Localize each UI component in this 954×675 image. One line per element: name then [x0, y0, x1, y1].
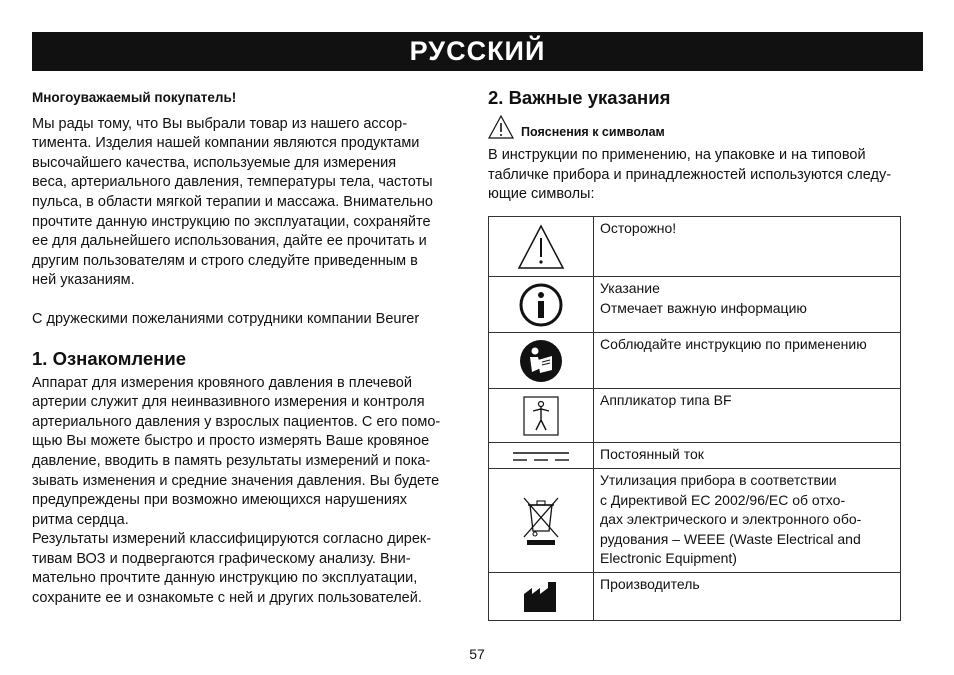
- text-line: ритма сердца.: [32, 511, 129, 528]
- symbols-intro: [488, 146, 908, 205]
- warning-small-icon: [488, 114, 514, 140]
- text-line: тимента. Изделия нашей компании являются продуктами: [32, 135, 420, 152]
- text-line: щью Вы можете быстро и просто измерять Ваше кровяное: [32, 433, 430, 450]
- text-line: Electronic Equipment): [600, 550, 737, 567]
- table-row: [489, 573, 901, 621]
- text-line: веса, артериального давления, температуры тела, частоты: [32, 174, 433, 191]
- manufacturer-icon: [522, 580, 560, 614]
- symbol-description: [594, 573, 901, 621]
- symbol-icon-cell: [489, 333, 594, 389]
- text-line: Указание: [600, 280, 660, 296]
- table-row: [489, 333, 901, 389]
- symbol-description: [594, 443, 901, 469]
- text-line: артериального давления у взрослых пациентов. С его помо-: [32, 413, 441, 430]
- symbol-description: [594, 277, 901, 333]
- section-1-paragraph: [32, 374, 472, 531]
- greeting: Многоуважаемый покупатель!: [32, 90, 237, 105]
- text-line: тивам ВОЗ и подвергаются графическому анализу. Вни-: [32, 550, 411, 567]
- text-line: Осторожно!: [600, 220, 677, 236]
- text-line: дах электрического и электронного обо-: [600, 511, 862, 528]
- text-line: другим пользователям и строго следуйте приведенным в: [32, 252, 418, 269]
- symbol-description: [594, 217, 901, 277]
- table-row: [489, 217, 901, 277]
- symbol-description: [594, 333, 901, 389]
- text-line: предупреждены при возможно имеющихся нарушениях: [32, 492, 408, 509]
- table-row: [489, 469, 901, 573]
- read-manual-icon: [518, 338, 564, 384]
- info-icon: [518, 282, 564, 328]
- symbol-icon-cell: [489, 469, 594, 573]
- weee-bin-icon: [521, 495, 561, 547]
- direct-current-icon: [511, 450, 571, 462]
- text-line: артерии служит для неинвазивного измерения и контроля: [32, 394, 425, 411]
- text-line: Утилизация прибора в соответствии: [600, 472, 837, 488]
- intro-paragraph: [32, 115, 472, 291]
- text-line: мательно прочтите данную инструкцию по эксплуатации,: [32, 570, 418, 587]
- symbols-heading: Пояснения к символам: [521, 125, 665, 139]
- text-line: высочайшего качества, используемые для измерения: [32, 154, 397, 171]
- text-line: Результаты измерений классифицируются согласно дирек-: [32, 531, 432, 548]
- language-header-bar: [32, 32, 923, 71]
- text-line: В инструкции по применению, на упаковке и на типовой: [488, 147, 866, 163]
- section-2-heading: 2. Важные указания: [488, 87, 671, 108]
- text-line: пульса, в области мягкой терапии и массажа. Внимательно: [32, 193, 433, 210]
- symbols-subheading: [488, 114, 908, 140]
- text-line: с Директивой ЕС 2002/96/ЕС об отхо-: [600, 491, 846, 508]
- text-line: Мы рады тому, что Вы выбрали товар из нашего ассор-: [32, 115, 408, 132]
- symbol-icon-cell: [489, 277, 594, 333]
- text-line: табличке прибора и принадлежностей используются следу-: [488, 166, 892, 183]
- page-number: 57: [469, 646, 485, 662]
- warning-triangle-icon: [517, 224, 565, 270]
- text-line: ней указаниям.: [32, 272, 135, 289]
- table-row: [489, 443, 901, 469]
- symbol-icon-cell: [489, 217, 594, 277]
- text-line: прочтите данную инструкцию по эксплуатации, сохраняйте: [32, 213, 431, 230]
- text-line: ее для дальнейшего использования, дайте ее прочитать и: [32, 233, 427, 250]
- text-line: Производитель: [600, 576, 700, 592]
- left-column: [32, 84, 472, 609]
- symbol-icon-cell: [489, 573, 594, 621]
- text-line: давление, вводить в память результаты измерений и пока-: [32, 452, 431, 469]
- symbol-icon-cell: [489, 443, 594, 469]
- type-bf-applicator-icon: [523, 396, 559, 436]
- symbol-description: [594, 469, 901, 573]
- language-title: РУССКИЙ: [409, 36, 546, 66]
- text-line: рудования – WEEE (Waste Electrical and: [600, 530, 861, 547]
- text-line: зывать изменения и средние значения давления. Вы будете: [32, 472, 440, 489]
- symbol-icon-cell: [489, 389, 594, 443]
- symbol-description: [594, 389, 901, 443]
- text-line: Аппарат для измерения кровяного давления в плечевой: [32, 374, 412, 391]
- table-row: [489, 277, 901, 333]
- table-row: [489, 389, 901, 443]
- text-line: сохраните ее и ознакомьте с ней и других пользователей.: [32, 590, 422, 607]
- text-line: Постоянный ток: [600, 446, 704, 462]
- regards-line: С дружескими пожеланиями сотрудники компании Beurer: [32, 310, 420, 327]
- section-1-heading: 1. Ознакомление: [32, 347, 187, 369]
- section-1-paragraph-2: [32, 530, 472, 608]
- text-line: Соблюдайте инструкцию по применению: [600, 336, 867, 352]
- text-line: ющие символы:: [488, 186, 595, 203]
- symbols-table: [488, 216, 901, 621]
- text-line: Отмечает важную информацию: [600, 299, 807, 316]
- right-column: [488, 84, 908, 205]
- text-line: Аппликатор типа BF: [600, 392, 732, 408]
